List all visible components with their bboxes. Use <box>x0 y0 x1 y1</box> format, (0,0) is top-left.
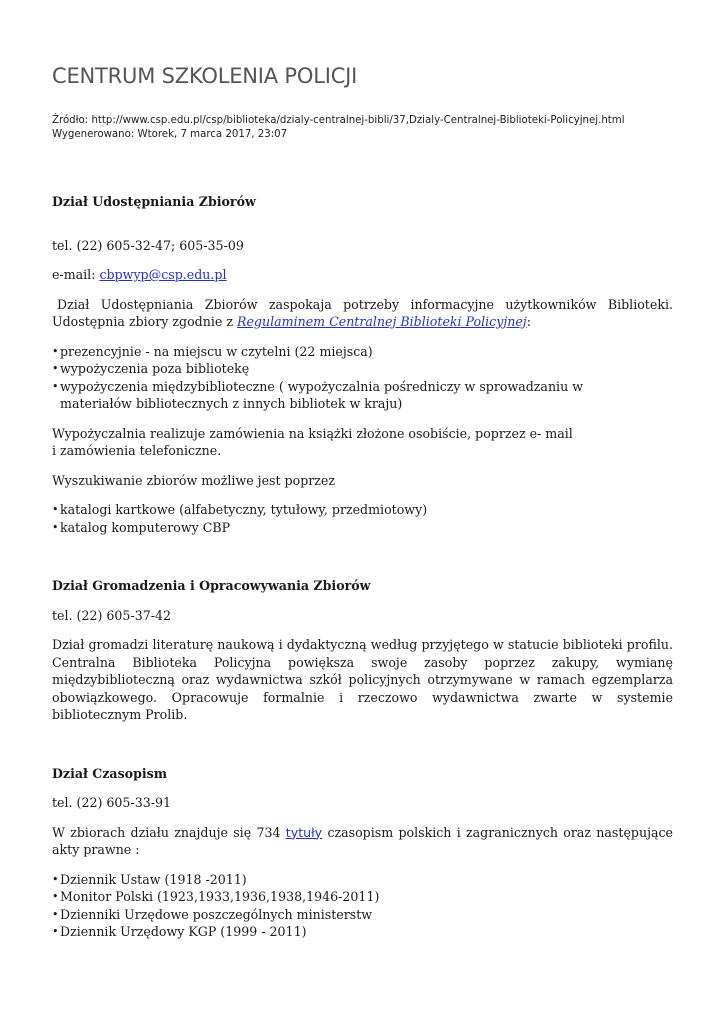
section2-body: Dział gromadzi literaturę naukową i dydaktyczną według przyjętego w statucie biblioteki profilu. Centralna Biblioteka Policyjna powiększa swoje zasoby poprzez zakupy, wymianę międzybiblioteczną oraz wydawnictwa szkół policyjnych otrzymywane w ramach egzemplarza obowiązkowego. Opracowuje formalnie i rzeczowo wydawnictwa zwarte w systemie bibliotecznym Prolib. <box>52 637 673 722</box>
list-item: • Dziennik Urzędowy KGP (1999 - 2011) <box>52 923 673 941</box>
intro-text: Dział Udostępniania Zbiorów zaspokaja potrzeby informacyjne użytkowników Biblioteki. Udostępnia zbiory zgodnie z <box>52 296 673 329</box>
section-heading-czasopism: Dział Czasopism <box>52 765 168 781</box>
section3-body <box>52 824 673 859</box>
orders-paragraph <box>52 425 673 460</box>
regulamin-link[interactable]: Regulaminem Centralnej Biblioteki Policyjnej <box>236 314 527 329</box>
list-item: • wypożyczenia poza bibliotekę <box>52 360 673 378</box>
document-meta <box>52 114 625 142</box>
site-title: CENTRUM SZKOLENIA POLICJI <box>52 64 358 88</box>
email-label: e-mail: <box>52 267 96 282</box>
section1-intro <box>52 296 673 331</box>
titles-link[interactable]: tytuły <box>285 824 323 840</box>
list-item: • Dziennik Ustaw (1918 -2011) <box>52 871 673 889</box>
generated-label: Wygenerowano: <box>52 129 135 140</box>
section-heading-udostepniania: Dział Udostępniania Zbiorów <box>52 194 256 209</box>
section1-email-line <box>52 266 673 284</box>
generated-line <box>52 128 625 142</box>
list-item: • prezencyjnie - na miejscu w czytelni (22 miejsca) <box>52 343 673 361</box>
search-list <box>52 501 673 536</box>
section-heading-gromadzenia: Dział Gromadzenia i Opracowywania Zbiorów <box>52 578 371 593</box>
source-url: http://www.csp.edu.pl/csp/biblioteka/dzialy-centralnej-bibli/37,Dzialy-Centralnej-Biblioteki-Policyjnej.html <box>91 115 625 126</box>
search-intro: Wyszukiwanie zbiorów możliwe jest poprzez <box>52 472 336 488</box>
periodicals-text: W zbiorach działu znajduje się 734 <box>52 824 281 840</box>
list-item: • Monitor Polski (1923,1933,1936,1938,1946-2011) <box>52 888 673 906</box>
lending-list <box>52 343 673 413</box>
email-link[interactable]: cbpwyp@csp.edu.pl <box>99 267 227 282</box>
list-item: • katalogi kartkowe (alfabetyczny, tytułowy, przedmiotowy) <box>52 501 673 519</box>
section1-tel: tel. (22) 605-32-47; 605-35-09 <box>52 237 244 253</box>
list-item: • katalog komputerowy CBP <box>52 519 673 537</box>
intro-colon: : <box>526 314 531 329</box>
list-item: • wypożyczenia międzybiblioteczne ( wypożyczalnia pośredniczy w sprowadzaniu w materiałów bibliotecznych z innych bibliotek w kraju) <box>52 378 673 413</box>
list-item: • Dzienniki Urzędowe poszczególnych ministerstw <box>52 906 673 924</box>
source-line <box>52 114 625 128</box>
section2-tel: tel. (22) 605-37-42 <box>52 607 172 623</box>
legal-acts-list <box>52 871 673 941</box>
source-label: Źródło: <box>52 115 89 126</box>
orders-line-2: i zamówienia telefoniczne. <box>52 443 222 458</box>
article-content <box>52 193 673 941</box>
section3-tel: tel. (22) 605-33-91 <box>52 795 172 810</box>
generated-date: Wtorek, 7 marca 2017, 23:07 <box>137 129 288 140</box>
orders-line-1: Wypożyczalnia realizuje zamówienia na książki złożone osobiście, poprzez e- mail <box>52 425 573 441</box>
periodicals-text-rest: czasopism polskich i zagranicznych oraz następujące akty prawne : <box>52 824 673 857</box>
